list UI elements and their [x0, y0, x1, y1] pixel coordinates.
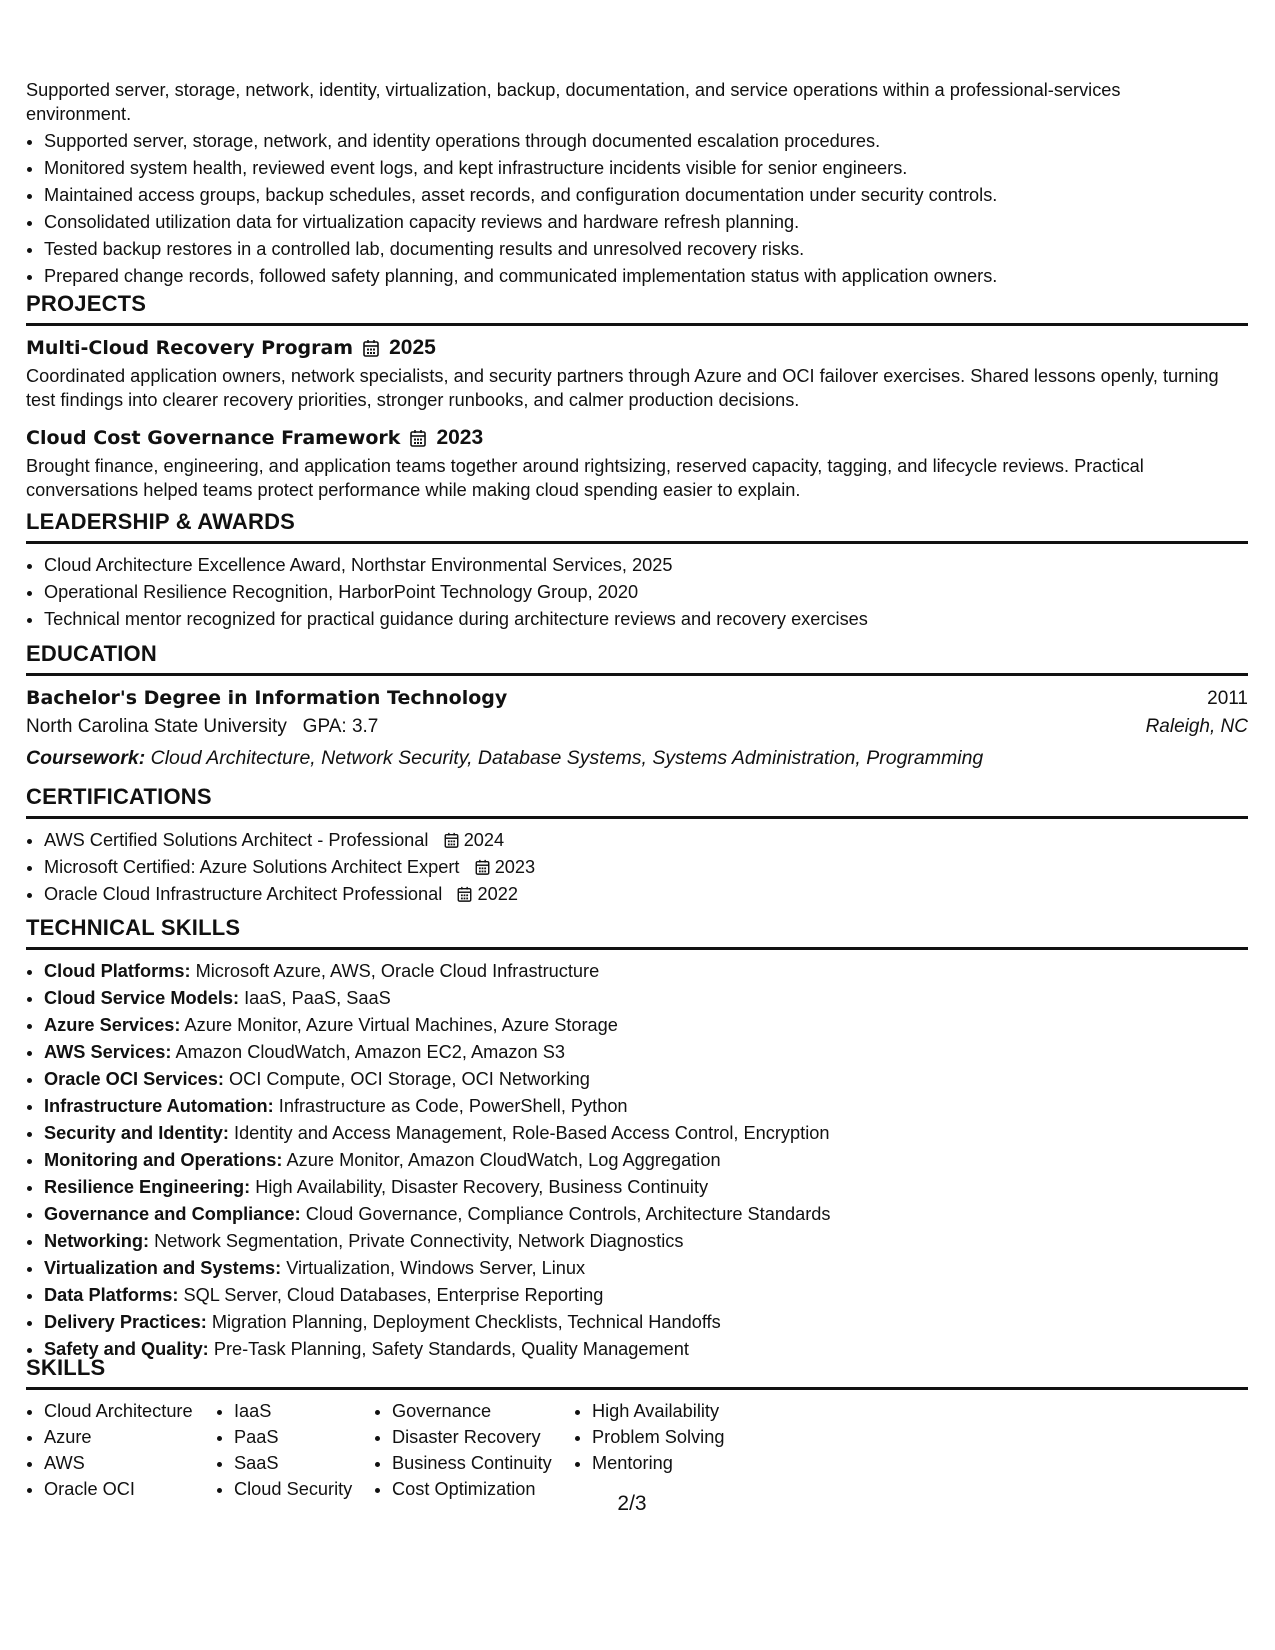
skill-category: Azure Services: — [44, 1015, 181, 1035]
cert-year: 2022 — [477, 884, 518, 904]
list-item: • Supported server, storage, network, and identity operations through documented escalation procedures. — [44, 128, 997, 155]
list-item — [44, 1309, 1248, 1336]
experience-summary: Supported server, storage, network, identity, virtualization, backup, documentation, and service operations within a professional-services environment. — [26, 80, 1121, 124]
list-item: • Prepared change records, followed safety planning, and communicated implementation status with application owners. — [44, 263, 997, 290]
list-item: • Cloud Architecture — [44, 1398, 216, 1424]
gpa: GPA: 3.7 — [302, 716, 379, 737]
skill-values: IaaS, PaaS, SaaS — [244, 988, 391, 1008]
list-item: • Cost Optimization — [392, 1476, 574, 1502]
skill-values: Network Segmentation, Private Connectivity, Network Diagnostics — [154, 1231, 684, 1251]
list-item: • Monitored system health, reviewed event logs, and kept infrastructure incidents visible for senior engineers. — [44, 155, 997, 182]
leadership-list — [26, 552, 1248, 633]
school-location: Raleigh, NC — [1145, 716, 1248, 737]
skills-column — [574, 1398, 792, 1502]
list-item — [44, 1066, 1248, 1093]
skill-category: Data Platforms: — [44, 1285, 179, 1305]
skill-values: SQL Server, Cloud Databases, Enterprise Reporting — [183, 1285, 604, 1305]
cert-name: Oracle Cloud Infrastructure Architect Professional — [44, 884, 443, 904]
technical-skills-list — [26, 958, 1248, 1363]
list-item — [44, 854, 1248, 881]
list-item: • IaaS — [234, 1398, 374, 1424]
certifications-list — [26, 827, 1248, 908]
list-item — [44, 1147, 1248, 1174]
calendar-icon — [457, 886, 472, 902]
skills-column — [374, 1398, 574, 1502]
list-item — [44, 1228, 1248, 1255]
skills-column — [216, 1398, 374, 1502]
list-item: • Disaster Recovery — [392, 1424, 574, 1450]
list-item — [44, 881, 1248, 908]
list-item: • AWS — [44, 1450, 216, 1476]
skill-values: High Availability, Disaster Recovery, Business Continuity — [255, 1177, 709, 1197]
section-title: PROJECTS — [26, 291, 1248, 326]
project-entry — [26, 426, 1248, 502]
skill-values: Virtualization, Windows Server, Linux — [286, 1258, 586, 1278]
list-item — [44, 1174, 1248, 1201]
experience-bullets — [26, 128, 997, 290]
list-item — [44, 958, 1248, 985]
page-number: 2/3 — [617, 1492, 647, 1515]
list-item: • Oracle OCI — [44, 1476, 216, 1502]
skill-category: Security and Identity: — [44, 1123, 229, 1143]
skill-values: Infrastructure as Code, PowerShell, Python — [278, 1096, 628, 1116]
list-item — [44, 1120, 1248, 1147]
calendar-icon — [363, 339, 379, 357]
school-name: North Carolina State University — [26, 716, 287, 737]
skill-category: Delivery Practices: — [44, 1312, 207, 1332]
skill-values: Azure Monitor, Amazon CloudWatch, Log Aggregation — [286, 1150, 721, 1170]
skill-category: Resilience Engineering: — [44, 1177, 251, 1197]
project-name: Cloud Cost Governance Framework — [26, 427, 401, 449]
list-item — [44, 1093, 1248, 1120]
project-year: 2025 — [389, 336, 436, 359]
cert-name: AWS Certified Solutions Architect - Professional — [44, 830, 429, 850]
cert-name: Microsoft Certified: Azure Solutions Architect Expert — [44, 857, 460, 877]
list-item: • Mentoring — [592, 1450, 792, 1476]
list-item: • Consolidated utilization data for virtualization capacity reviews and hardware refresh planning. — [44, 209, 997, 236]
section-title: LEADERSHIP & AWARDS — [26, 509, 1248, 544]
skills-column — [26, 1398, 216, 1502]
calendar-icon — [475, 859, 490, 875]
skill-category: Cloud Service Models: — [44, 988, 240, 1008]
certifications-section — [26, 784, 1248, 908]
list-item: • Azure — [44, 1424, 216, 1450]
skills-section — [26, 1355, 1248, 1502]
skill-category: Oracle OCI Services: — [44, 1069, 224, 1089]
skill-category: Cloud Platforms: — [44, 961, 191, 981]
section-title: CERTIFICATIONS — [26, 784, 1248, 819]
list-item: • Maintained access groups, backup schedules, asset records, and configuration documentation under security controls. — [44, 182, 997, 209]
skill-category: Infrastructure Automation: — [44, 1096, 274, 1116]
coursework-label: Coursework: — [26, 747, 146, 769]
project-description: Brought finance, engineering, and application teams together around rightsizing, reserved capacity, tagging, and lifecycle reviews. Practical conversations helped teams protect performance while making cloud spending easier to explain. — [26, 456, 1144, 500]
coursework — [26, 742, 1248, 774]
section-title: TECHNICAL SKILLS — [26, 915, 1248, 950]
skill-category: Virtualization and Systems: — [44, 1258, 282, 1278]
list-item: • Business Continuity — [392, 1450, 574, 1476]
list-item: • PaaS — [234, 1424, 374, 1450]
skill-category: Governance and Compliance: — [44, 1204, 301, 1224]
list-item: • Problem Solving — [592, 1424, 792, 1450]
degree-name: Bachelor's Degree in Information Technology — [26, 687, 508, 709]
project-name: Multi-Cloud Recovery Program — [26, 337, 354, 359]
leadership-section — [26, 509, 1248, 633]
list-item: • Governance — [392, 1398, 574, 1424]
list-item — [44, 1012, 1248, 1039]
skill-values: Pre-Task Planning, Safety Standards, Quality Management — [213, 1339, 689, 1359]
list-item: • Cloud Security — [234, 1476, 374, 1502]
project-description: Coordinated application owners, network specialists, and security partners through Azure and OCI failover exercises. Shared lessons openly, turning test findings into clearer recovery priorities, stronger runbooks, and calmer production decisions. — [26, 366, 1219, 410]
skills-grid — [26, 1398, 1248, 1502]
cert-year: 2023 — [494, 857, 536, 877]
project-year: 2023 — [436, 426, 484, 449]
section-title: SKILLS — [26, 1355, 1248, 1390]
skill-values: OCI Compute, OCI Storage, OCI Networking — [229, 1069, 590, 1089]
list-item — [44, 1039, 1248, 1066]
project-entry — [26, 336, 1248, 412]
skill-category: Monitoring and Operations: — [44, 1150, 283, 1170]
skill-values: Azure Monitor, Azure Virtual Machines, Azure Storage — [184, 1015, 618, 1035]
list-item: • Cloud Architecture Excellence Award, Northstar Environmental Services, 2025 — [44, 552, 1248, 579]
list-item: • High Availability — [592, 1398, 792, 1424]
section-title: EDUCATION — [26, 641, 1248, 676]
skill-values: Amazon CloudWatch, Amazon EC2, Amazon S3 — [175, 1042, 565, 1062]
skill-category: AWS Services: — [44, 1042, 172, 1062]
skill-category: Safety and Quality: — [44, 1339, 209, 1359]
skill-values: Identity and Access Management, Role-Based Access Control, Encryption — [234, 1123, 830, 1143]
list-item — [44, 1201, 1248, 1228]
list-item: • Tested backup restores in a controlled lab, documenting results and unresolved recovery risks. — [44, 236, 997, 263]
list-item: • Operational Resilience Recognition, HarborPoint Technology Group, 2020 — [44, 579, 1248, 606]
calendar-icon — [444, 832, 459, 848]
technical-skills-section — [26, 915, 1248, 1363]
coursework-list: Cloud Architecture, Network Security, Database Systems, Systems Administration, Programming — [150, 747, 984, 769]
projects-section — [26, 291, 1248, 502]
skill-values: Migration Planning, Deployment Checklists, Technical Handoffs — [211, 1312, 721, 1332]
list-item — [44, 1282, 1248, 1309]
skill-values: Microsoft Azure, AWS, Oracle Cloud Infrastructure — [195, 961, 600, 981]
list-item: • SaaS — [234, 1450, 374, 1476]
education-section — [26, 641, 1248, 774]
list-item: • Technical mentor recognized for practical guidance during architecture reviews and recovery exercises — [44, 606, 1248, 633]
cert-year: 2024 — [463, 830, 505, 850]
education-year: 2011 — [1207, 688, 1248, 709]
skill-values: Cloud Governance, Compliance Controls, Architecture Standards — [305, 1204, 831, 1224]
list-item — [44, 1255, 1248, 1282]
list-item — [44, 985, 1248, 1012]
list-item — [44, 827, 1248, 854]
calendar-icon — [410, 429, 426, 447]
skill-category: Networking: — [44, 1231, 150, 1251]
